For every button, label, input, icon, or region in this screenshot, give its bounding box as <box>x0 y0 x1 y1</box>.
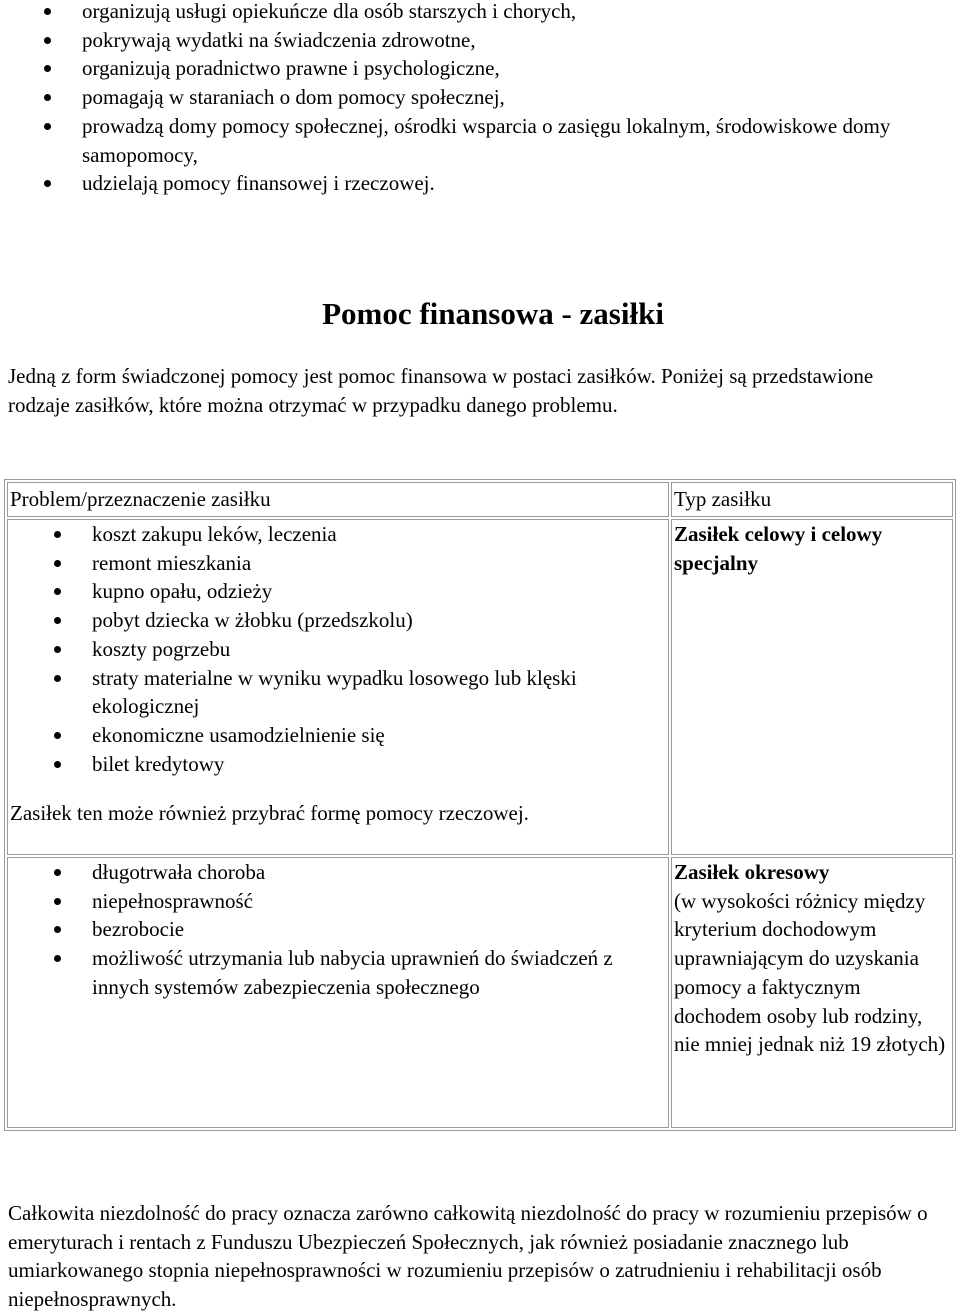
problem-list <box>10 520 666 778</box>
table-row <box>7 857 953 1128</box>
list-item: pokrywają wydatki na świadczenia zdrowotne, <box>0 26 940 55</box>
table-row <box>7 519 953 855</box>
list-item: organizują poradnictwo prawne i psychologiczne, <box>0 54 940 83</box>
header-problem: Problem/przeznaczenie zasiłku <box>7 482 669 517</box>
type-cell <box>671 519 953 855</box>
list-item: bilet kredytowy <box>10 750 666 779</box>
closing-paragraph: Całkowita niezdolność do pracy oznacza zarówno całkowitą niezdolność do pracy w rozumieniu przepisów o emeryturach i rentach z Funduszu Ubezpieczeń Społecznych, jak również posiadanie znacznego lub umiarkowanego stopnia niepełnosprawności w rozumieniu przepisów o zatrudnieniu i rehabilitacji osób niepełnosprawnych. <box>8 1201 928 1312</box>
list-item: pobyt dziecka w żłobku (przedszkolu) <box>10 606 666 635</box>
intro-paragraph: Jedną z form świadczonej pomocy jest pomoc finansowa w postaci zasiłków. Poniżej są przedstawione rodzaje zasiłków, które można otrzymać w przypadku danego problemu. <box>8 364 874 417</box>
benefit-type-description: (w wysokości różnicy między kryterium dochodowym uprawniającym do uzyskania pomocy a faktycznym dochodem osoby lub rodziny, nie mniej jednak niż 19 złotych) <box>674 888 946 1057</box>
list-item: koszt zakupu leków, leczenia <box>10 520 666 549</box>
list-item: straty materialne w wyniku wypadku losowego lub klęski ekologicznej <box>10 664 666 721</box>
problem-cell <box>7 857 669 1128</box>
list-item: remont mieszkania <box>10 549 666 578</box>
cell-note: Zasiłek ten może również przybrać formę pomocy rzeczowej. <box>10 801 529 826</box>
list-item: ekonomiczne usamodzielnienie się <box>10 721 666 750</box>
intro-list <box>0 0 940 198</box>
list-item: prowadzą domy pomocy społecznej, ośrodki wsparcia o zasięgu lokalnym, środowiskowe domy samopomocy, <box>0 112 940 169</box>
list-item: koszty pogrzebu <box>10 635 666 664</box>
list-item: możliwość utrzymania lub nabycia uprawnień do świadczeń z innych systemów zabezpieczenia społecznego <box>10 944 666 1001</box>
list-item: udzielają pomocy finansowej i rzeczowej. <box>0 169 940 198</box>
list-item: pomagają w staraniach o dom pomocy społecznej, <box>0 83 940 112</box>
type-cell <box>671 857 953 1128</box>
problem-cell <box>7 519 669 855</box>
list-item: organizują usługi opiekuńcze dla osób starszych i chorych, <box>0 0 940 26</box>
benefit-type-title: Zasiłek celowy i celowy specjalny <box>674 522 883 575</box>
section-heading: Pomoc finansowa - zasiłki <box>322 296 664 331</box>
benefits-table <box>4 479 956 1131</box>
list-item: kupno opału, odzieży <box>10 577 666 606</box>
table-header-row <box>7 482 953 517</box>
list-item: niepełnosprawność <box>10 887 666 916</box>
header-type: Typ zasiłku <box>671 482 953 517</box>
list-item: bezrobocie <box>10 915 666 944</box>
benefit-type-title: Zasiłek okresowy <box>674 860 830 884</box>
list-item: długotrwała choroba <box>10 858 666 887</box>
problem-list <box>10 858 666 1002</box>
